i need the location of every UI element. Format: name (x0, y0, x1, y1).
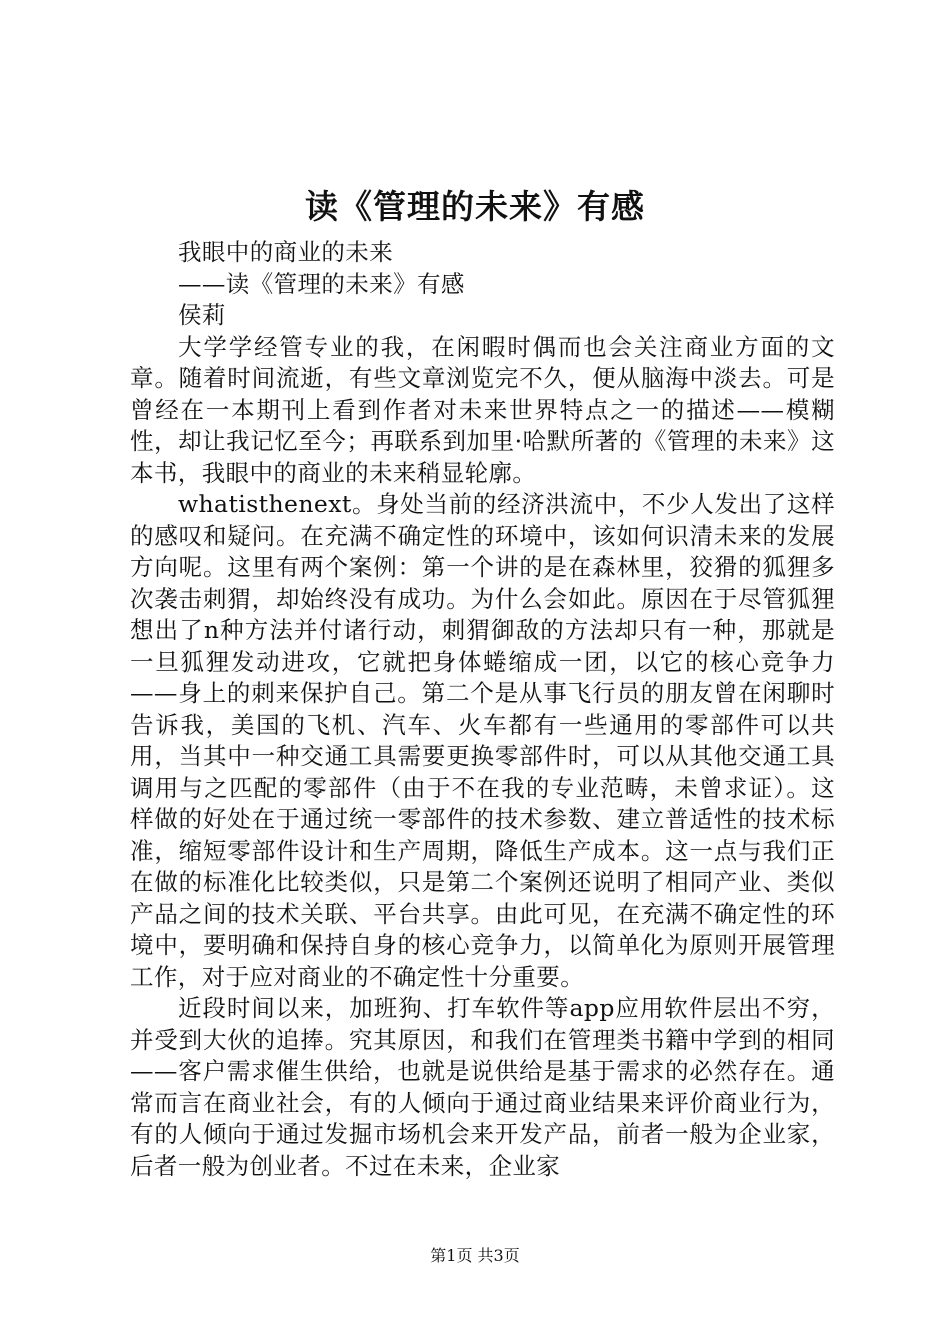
page-number: 第1页 共3页 (430, 1246, 520, 1265)
paragraph-1: 大学学经管专业的我，在闲暇时偶而也会关注商业方面的文章。随着时间流逝，有些文章浏览完不久，便从脑海中淡去。可是曾经在一本期刊上看到作者对未来世界特点之一的描述——模糊性，却让我记忆至今；再联系到加里·哈默所著的《管理的未来》这本书，我眼中的商业的未来稍显轮廓。 (130, 332, 835, 487)
paragraph-3: 近段时间以来，加班狗、打车软件等app应用软件层出不穷，并受到大伙的追捧。究其原因，和我们在管理类书籍中学到的相同——客户需求催生供给，也就是说供给是基于需求的必然存在。通常而言在商业社会，有的人倾向于通过商业结果来评价商业行为，有的人倾向于通过发掘市场机会来开发产品，前者一般为企业家，后者一般为创业者。不过在未来，企业家 (130, 994, 835, 1180)
document-body (130, 237, 835, 1182)
paragraph-2: whatisthenext。身处当前的经济洪流中，不少人发出了这样的感叹和疑问。在充满不确定性的环境中，该如何识清未来的发展方向呢。这里有两个案例：第一个讲的是在森林里，狡猾的狐狸多次袭击刺猬，却始终没有成功。为什么会如此。原因在于尽管狐狸想出了n种方法并付诸行动，刺猬御敌的方法却只有一种，那就是一旦狐狸发动进攻，它就把身体蜷缩成一团，以它的核心竞争力——身上的刺来保护自己。第二个是从事飞行员的朋友曾在闲聊时告诉我，美国的飞机、汽车、火车都有一些通用的零部件可以共用，当其中一种交通工具需要更换零部件时，可以从其他交通工具调用与之匹配的零部件（由于不在我的专业范畴，未曾求证）。这样做的好处在于通过统一零部件的技术参数、建立普适性的技术标准，缩短零部件设计和生产周期，降低生产成本。这一点与我们正在做的标准化比较类似，只是第二个案例还说明了相同产业、类似产品之间的技术关联、平台共享。由此可见，在充满不确定性的环境中，要明确和保持自身的核心竞争力，以简单化为原则开展管理工作，对于应对商业的不确定性十分重要。 (130, 490, 835, 991)
document-title: 读《管理的未来》有感 (305, 187, 645, 226)
document-subtitle: 我眼中的商业的未来 (178, 238, 394, 266)
document-author: 侯莉 (178, 301, 226, 329)
document-subtitle-2: ——读《管理的未来》有感 (178, 269, 465, 298)
